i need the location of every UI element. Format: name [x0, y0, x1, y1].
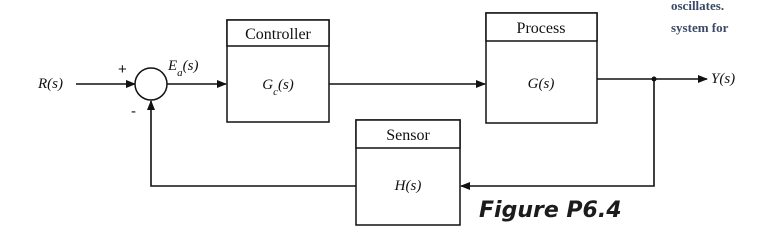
error-signal-suffix: (s): [182, 58, 199, 74]
figure-label: Figure P6.4: [479, 198, 622, 223]
sensor-title: Sensor: [386, 127, 430, 144]
sensor-transfer-function: H(s): [394, 178, 422, 194]
sensor-block: [356, 120, 460, 225]
error-signal-symbol: E: [168, 58, 178, 74]
process-block: [486, 13, 597, 123]
corner-text-line-2: system for: [671, 20, 729, 35]
summing-junction: [135, 68, 167, 100]
corner-text: [671, 0, 729, 35]
error-signal-subscript: a: [177, 67, 183, 79]
process-title: Process: [516, 20, 566, 37]
error-signal-label: [167, 58, 199, 79]
corner-text-line-1: oscillates.: [671, 0, 725, 13]
controller-block: [227, 20, 329, 122]
process-transfer-function: G(s): [527, 76, 555, 92]
controller-tf-symbol: G: [262, 77, 274, 93]
input-signal-label: R(s): [38, 76, 63, 92]
plus-sign: +: [118, 61, 127, 78]
minus-sign: -: [131, 103, 136, 120]
controller-tf-subscript: c: [273, 86, 278, 98]
output-signal-label: Y(s): [711, 71, 736, 87]
controller-tf-suffix: (s): [277, 77, 294, 93]
controller-title: Controller: [245, 26, 311, 43]
